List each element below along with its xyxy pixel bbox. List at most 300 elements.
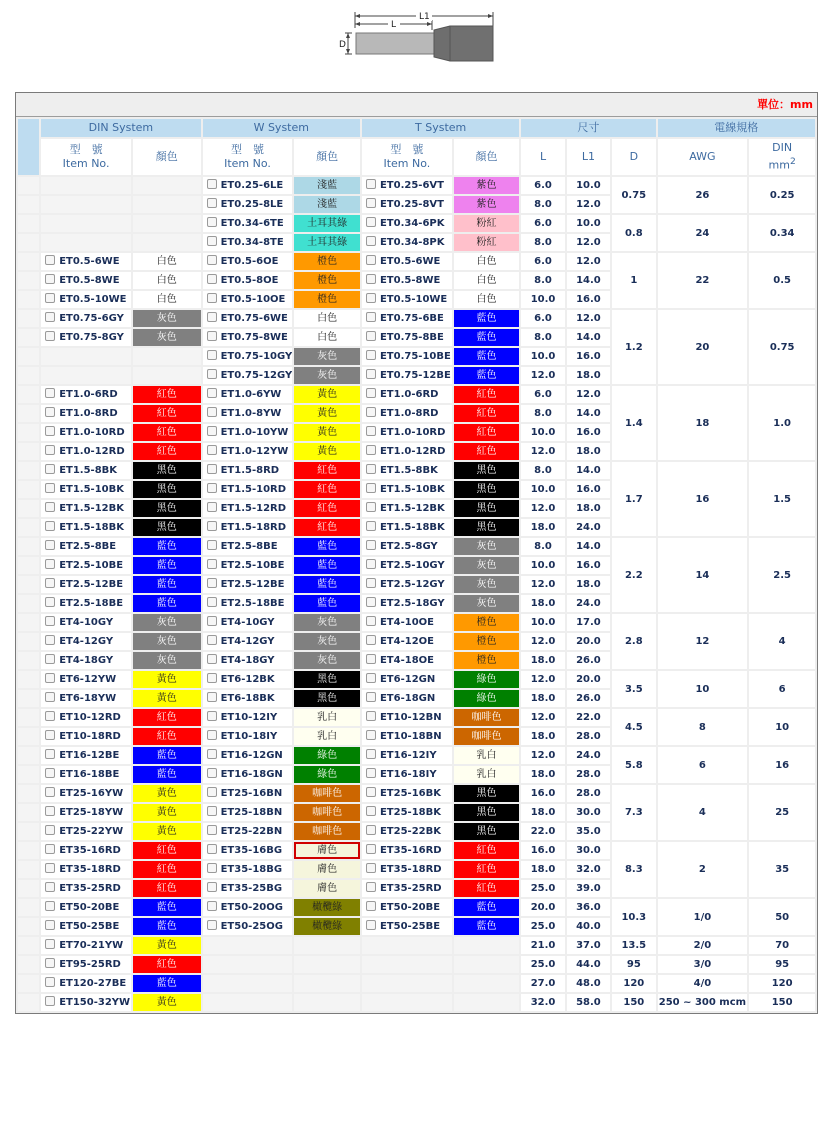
- din-item-no: ET10-12RD: [59, 712, 121, 723]
- awg-cell: 4: [658, 785, 748, 840]
- t-item-cell[interactable]: [362, 728, 452, 745]
- row-margin-cell: [18, 557, 39, 574]
- din-item-checkbox[interactable]: [45, 426, 55, 436]
- w-item-cell[interactable]: [203, 709, 293, 726]
- t-item-cell[interactable]: [362, 842, 452, 859]
- w-item-cell[interactable]: [203, 576, 293, 593]
- w-item-checkbox[interactable]: [207, 274, 217, 284]
- w-item-no: ET1.0-6YW: [220, 389, 282, 400]
- din-color-swatch: 紅色: [133, 405, 201, 422]
- din-item-cell[interactable]: [41, 899, 131, 916]
- w-item-checkbox[interactable]: [207, 882, 217, 892]
- din-item-checkbox[interactable]: [45, 483, 55, 493]
- w-item-checkbox[interactable]: [207, 445, 217, 455]
- t-item-no: ET25-16BK: [379, 788, 441, 799]
- w-item-cell[interactable]: [203, 519, 293, 536]
- w-item-no: ET1.0-12YW: [220, 446, 289, 457]
- t-item-cell[interactable]: [362, 443, 452, 460]
- w-item-cell[interactable]: [203, 538, 293, 555]
- w-item-cell[interactable]: [203, 253, 293, 270]
- din-item-checkbox[interactable]: [45, 388, 55, 398]
- t-item-checkbox[interactable]: [366, 597, 376, 607]
- t-item-checkbox[interactable]: [366, 749, 376, 759]
- din-item-no: ET0.5-10WE: [59, 294, 127, 305]
- w-item-cell[interactable]: [203, 215, 293, 232]
- w-item-cell[interactable]: [203, 291, 293, 308]
- t-item-cell[interactable]: [362, 234, 452, 251]
- t-item-checkbox[interactable]: [366, 730, 376, 740]
- t-item-cell[interactable]: [362, 595, 452, 612]
- w-item-no: ET0.34-8TE: [220, 237, 284, 248]
- w-item-cell[interactable]: [203, 690, 293, 707]
- din-item-checkbox[interactable]: [45, 255, 55, 265]
- w-item-cell[interactable]: [203, 329, 293, 346]
- din-item-cell[interactable]: [41, 633, 131, 650]
- t-item-checkbox[interactable]: [366, 483, 376, 493]
- t-item-checkbox[interactable]: [366, 312, 376, 322]
- length-l-cell: 10.0: [521, 481, 564, 498]
- din-item-cell[interactable]: [41, 557, 131, 574]
- din-item-checkbox[interactable]: [45, 749, 55, 759]
- w-item-checkbox[interactable]: [207, 578, 217, 588]
- din-item-checkbox[interactable]: [45, 521, 55, 531]
- row-margin-cell: [18, 956, 39, 973]
- w-item-cell[interactable]: [203, 481, 293, 498]
- w-item-cell[interactable]: [203, 386, 293, 403]
- w-item-cell[interactable]: [203, 918, 293, 935]
- w-item-no: ET1.5-10RD: [220, 484, 287, 495]
- din-item-checkbox[interactable]: [45, 312, 55, 322]
- t-item-cell[interactable]: [362, 386, 452, 403]
- din-item-cell[interactable]: [41, 405, 131, 422]
- t-item-checkbox[interactable]: [366, 711, 376, 721]
- t-item-cell[interactable]: [362, 557, 452, 574]
- t-item-cell[interactable]: [362, 500, 452, 517]
- t-item-cell[interactable]: [362, 519, 452, 536]
- din-item-no: ET0.75-6GY: [59, 313, 124, 324]
- t-item-checkbox[interactable]: [366, 673, 376, 683]
- w-item-cell[interactable]: [203, 196, 293, 213]
- length-l-cell: 10.0: [521, 557, 564, 574]
- w-item-checkbox[interactable]: [207, 464, 217, 474]
- din-item-checkbox[interactable]: [45, 502, 55, 512]
- din-item-cell[interactable]: [41, 766, 131, 783]
- w-item-cell[interactable]: [203, 443, 293, 460]
- t-item-cell[interactable]: [362, 348, 452, 365]
- w-item-cell[interactable]: [203, 177, 293, 194]
- t-item-checkbox[interactable]: [366, 407, 376, 417]
- t-item-cell[interactable]: [362, 462, 452, 479]
- din-item-checkbox[interactable]: [45, 787, 55, 797]
- din-item-cell[interactable]: [41, 861, 131, 878]
- w-item-checkbox[interactable]: [207, 825, 217, 835]
- t-item-checkbox[interactable]: [366, 863, 376, 873]
- din-item-checkbox[interactable]: [45, 958, 55, 968]
- w-item-cell[interactable]: [203, 405, 293, 422]
- t-item-cell[interactable]: [362, 918, 452, 935]
- w-item-checkbox[interactable]: [207, 521, 217, 531]
- din-item-checkbox[interactable]: [45, 407, 55, 417]
- w-item-cell[interactable]: [203, 348, 293, 365]
- din-item-checkbox[interactable]: [45, 977, 55, 987]
- t-item-checkbox[interactable]: [366, 426, 376, 436]
- w-item-checkbox[interactable]: [207, 540, 217, 550]
- t-color-swatch: 橙色: [454, 652, 520, 669]
- din-item-cell[interactable]: [41, 538, 131, 555]
- din-item-no: ET35-16RD: [59, 845, 121, 856]
- din-item-cell[interactable]: [41, 462, 131, 479]
- w-item-cell[interactable]: [203, 785, 293, 802]
- din-item-cell[interactable]: [41, 937, 131, 954]
- w-item-checkbox[interactable]: [207, 711, 217, 721]
- w-item-checkbox[interactable]: [207, 217, 217, 227]
- t-item-cell[interactable]: [362, 272, 452, 289]
- din-item-checkbox[interactable]: [45, 673, 55, 683]
- t-item-cell[interactable]: [362, 880, 452, 897]
- t-color-swatch: 紅色: [454, 405, 520, 422]
- t-item-checkbox[interactable]: [366, 502, 376, 512]
- diameter-d-cell: 1.2: [612, 310, 655, 384]
- w-item-checkbox[interactable]: [207, 179, 217, 189]
- t-item-checkbox[interactable]: [366, 198, 376, 208]
- w-system-header: W System: [203, 119, 360, 137]
- din-item-cell[interactable]: [41, 785, 131, 802]
- length-l1-cell: 14.0: [567, 272, 610, 289]
- t-item-cell[interactable]: [362, 177, 452, 194]
- w-item-cell[interactable]: [203, 234, 293, 251]
- t-item-cell[interactable]: [362, 785, 452, 802]
- w-item-checkbox[interactable]: [207, 787, 217, 797]
- w-item-cell[interactable]: [203, 424, 293, 441]
- w-item-checkbox[interactable]: [207, 692, 217, 702]
- t-item-checkbox[interactable]: [366, 236, 376, 246]
- w-item-checkbox[interactable]: [207, 616, 217, 626]
- t-item-cell[interactable]: [362, 709, 452, 726]
- t-color-swatch: 黑色: [454, 785, 520, 802]
- length-l-cell: 8.0: [521, 272, 564, 289]
- row-margin-cell: [18, 975, 39, 992]
- table-row: [18, 386, 815, 403]
- t-item-cell[interactable]: [362, 196, 452, 213]
- w-item-no: ET1.5-8RD: [220, 465, 280, 476]
- w-item-checkbox[interactable]: [207, 654, 217, 664]
- din-item-checkbox[interactable]: [45, 939, 55, 949]
- t-item-cell[interactable]: [362, 671, 452, 688]
- w-item-checkbox[interactable]: [207, 426, 217, 436]
- w-item-checkbox[interactable]: [207, 844, 217, 854]
- din-item-checkbox[interactable]: [45, 331, 55, 341]
- din-item-checkbox[interactable]: [45, 692, 55, 702]
- w-item-cell[interactable]: [203, 614, 293, 631]
- w-item-cell[interactable]: [203, 728, 293, 745]
- w-color-empty: [294, 994, 360, 1011]
- din-item-checkbox[interactable]: [45, 901, 55, 911]
- din-item-cell[interactable]: [41, 747, 131, 764]
- t-item-checkbox[interactable]: [366, 445, 376, 455]
- w-item-checkbox[interactable]: [207, 673, 217, 683]
- table-row: [18, 899, 815, 916]
- din-item-cell[interactable]: [41, 291, 131, 308]
- t-item-checkbox[interactable]: [366, 464, 376, 474]
- t-item-cell[interactable]: [362, 823, 452, 840]
- w-item-cell[interactable]: [203, 633, 293, 650]
- t-item-checkbox[interactable]: [366, 654, 376, 664]
- din-item-cell[interactable]: [41, 918, 131, 935]
- length-l-cell: 8.0: [521, 196, 564, 213]
- w-item-checkbox[interactable]: [207, 483, 217, 493]
- t-item-checkbox[interactable]: [366, 901, 376, 911]
- t-item-checkbox[interactable]: [366, 331, 376, 341]
- w-item-checkbox[interactable]: [207, 730, 217, 740]
- t-item-cell[interactable]: [362, 614, 452, 631]
- din-item-cell[interactable]: [41, 994, 131, 1011]
- w-item-checkbox[interactable]: [207, 768, 217, 778]
- w-item-checkbox[interactable]: [207, 920, 217, 930]
- din-item-cell[interactable]: [41, 310, 131, 327]
- t-item-checkbox[interactable]: [366, 635, 376, 645]
- din-item-cell[interactable]: [41, 823, 131, 840]
- t-item-checkbox[interactable]: [366, 787, 376, 797]
- t-item-cell[interactable]: [362, 481, 452, 498]
- w-item-checkbox[interactable]: [207, 502, 217, 512]
- awg-cell: 250 ~ 300 mcm: [658, 994, 748, 1011]
- din-color-swatch: 黑色: [133, 519, 201, 536]
- din-item-cell[interactable]: [41, 253, 131, 270]
- w-item-checkbox[interactable]: [207, 806, 217, 816]
- w-item-checkbox[interactable]: [207, 388, 217, 398]
- din-item-checkbox[interactable]: [45, 274, 55, 284]
- din-item-checkbox[interactable]: [45, 863, 55, 873]
- din-item-checkbox[interactable]: [45, 806, 55, 816]
- w-item-cell[interactable]: [203, 880, 293, 897]
- w-item-cell[interactable]: [203, 861, 293, 878]
- din-item-checkbox[interactable]: [45, 996, 55, 1006]
- t-item-checkbox[interactable]: [366, 692, 376, 702]
- din-item-cell[interactable]: [41, 690, 131, 707]
- row-margin-cell: [18, 310, 39, 327]
- t-item-checkbox[interactable]: [366, 578, 376, 588]
- din-item-checkbox[interactable]: [45, 882, 55, 892]
- t-item-checkbox[interactable]: [366, 369, 376, 379]
- din-item-checkbox[interactable]: [45, 635, 55, 645]
- din-item-no: ET25-22YW: [59, 826, 124, 837]
- w-item-cell[interactable]: [203, 557, 293, 574]
- din-color-swatch: 黃色: [133, 671, 201, 688]
- w-item-checkbox[interactable]: [207, 236, 217, 246]
- din-item-cell[interactable]: [41, 842, 131, 859]
- t-item-cell[interactable]: [362, 405, 452, 422]
- diameter-d-cell: 0.8: [612, 215, 655, 251]
- w-item-checkbox[interactable]: [207, 635, 217, 645]
- din-item-cell[interactable]: [41, 424, 131, 441]
- t-item-checkbox[interactable]: [366, 768, 376, 778]
- t-item-checkbox[interactable]: [366, 844, 376, 854]
- din-mm2-cell: 0.25: [749, 177, 815, 213]
- w-item-checkbox[interactable]: [207, 901, 217, 911]
- w-item-checkbox[interactable]: [207, 331, 217, 341]
- t-item-checkbox[interactable]: [366, 806, 376, 816]
- t-item-cell[interactable]: [362, 215, 452, 232]
- t-color-swatch: 紫色: [454, 196, 520, 213]
- din-item-checkbox[interactable]: [45, 920, 55, 930]
- w-item-checkbox[interactable]: [207, 407, 217, 417]
- w-item-cell[interactable]: [203, 272, 293, 289]
- din-item-cell[interactable]: [41, 652, 131, 669]
- t-color-swatch: 白色: [454, 253, 520, 270]
- w-item-no: ET10-18IY: [220, 731, 278, 742]
- din-color-swatch: 白色: [133, 272, 201, 289]
- din-item-checkbox[interactable]: [45, 540, 55, 550]
- din-item-checkbox[interactable]: [45, 730, 55, 740]
- din-item-checkbox[interactable]: [45, 616, 55, 626]
- w-item-cell[interactable]: [203, 671, 293, 688]
- t-item-checkbox[interactable]: [366, 293, 376, 303]
- din-item-checkbox[interactable]: [45, 464, 55, 474]
- t-item-no: ET35-18RD: [379, 864, 442, 875]
- t-item-checkbox[interactable]: [366, 920, 376, 930]
- din-item-checkbox[interactable]: [45, 293, 55, 303]
- t-item-cell[interactable]: [362, 766, 452, 783]
- din-color-swatch: 灰色: [133, 633, 201, 650]
- din-item-cell[interactable]: [41, 329, 131, 346]
- awg-cell: 18: [658, 386, 748, 460]
- w-item-checkbox[interactable]: [207, 863, 217, 873]
- t-item-cell[interactable]: [362, 538, 452, 555]
- din-item-checkbox[interactable]: [45, 654, 55, 664]
- w-item-cell[interactable]: [203, 766, 293, 783]
- t-item-cell[interactable]: [362, 899, 452, 916]
- w-item-checkbox[interactable]: [207, 255, 217, 265]
- t-item-cell[interactable]: [362, 424, 452, 441]
- w-item-cell[interactable]: [203, 652, 293, 669]
- din-item-checkbox[interactable]: [45, 445, 55, 455]
- t-item-checkbox[interactable]: [366, 559, 376, 569]
- w-item-checkbox[interactable]: [207, 350, 217, 360]
- din-item-checkbox[interactable]: [45, 597, 55, 607]
- length-l1-cell: 20.0: [567, 633, 610, 650]
- w-item-checkbox[interactable]: [207, 312, 217, 322]
- t-item-cell[interactable]: [362, 652, 452, 669]
- din-item-cell[interactable]: [41, 614, 131, 631]
- length-l1-cell: 16.0: [567, 291, 610, 308]
- t-item-checkbox[interactable]: [366, 217, 376, 227]
- din-color-swatch: 藍色: [133, 557, 201, 574]
- din-item-cell[interactable]: [41, 595, 131, 612]
- row-margin-cell: [18, 994, 39, 1011]
- t-item-checkbox[interactable]: [366, 255, 376, 265]
- w-item-checkbox[interactable]: [207, 597, 217, 607]
- t-item-cell[interactable]: [362, 633, 452, 650]
- w-item-cell[interactable]: [203, 595, 293, 612]
- t-item-cell[interactable]: [362, 576, 452, 593]
- din-item-cell[interactable]: [41, 728, 131, 745]
- t-item-cell[interactable]: [362, 747, 452, 764]
- t-item-checkbox[interactable]: [366, 350, 376, 360]
- w-item-checkbox[interactable]: [207, 369, 217, 379]
- length-l-cell: 8.0: [521, 234, 564, 251]
- w-item-cell[interactable]: [203, 823, 293, 840]
- w-item-no: ET0.25-6LE: [220, 180, 284, 191]
- t-item-checkbox[interactable]: [366, 274, 376, 284]
- row-margin-cell: [18, 348, 39, 365]
- t-item-cell[interactable]: [362, 329, 452, 346]
- t-item-checkbox[interactable]: [366, 825, 376, 835]
- din-item-checkbox[interactable]: [45, 559, 55, 569]
- din-mm2-cell: 35: [749, 842, 815, 897]
- t-item-cell[interactable]: [362, 367, 452, 384]
- t-item-no: ET10-12BN: [379, 712, 442, 723]
- din-item-cell[interactable]: [41, 880, 131, 897]
- t-item-checkbox[interactable]: [366, 882, 376, 892]
- t-item-no: ET2.5-10GY: [379, 560, 445, 571]
- w-item-checkbox[interactable]: [207, 559, 217, 569]
- w-item-no: ET25-18BN: [220, 807, 283, 818]
- din-item-cell[interactable]: [41, 386, 131, 403]
- t-item-cell[interactable]: [362, 861, 452, 878]
- din-item-cell[interactable]: [41, 956, 131, 973]
- w-item-cell[interactable]: [203, 367, 293, 384]
- w-item-cell[interactable]: [203, 462, 293, 479]
- t-item-checkbox[interactable]: [366, 179, 376, 189]
- din-item-checkbox[interactable]: [45, 825, 55, 835]
- w-item-cell[interactable]: [203, 310, 293, 327]
- din-item-cell[interactable]: [41, 671, 131, 688]
- t-item-cell[interactable]: [362, 690, 452, 707]
- t-item-checkbox[interactable]: [366, 616, 376, 626]
- t-item-cell[interactable]: [362, 804, 452, 821]
- din-item-cell[interactable]: [41, 500, 131, 517]
- row-margin-cell: [18, 633, 39, 650]
- din-item-checkbox[interactable]: [45, 578, 55, 588]
- din-item-cell[interactable]: [41, 481, 131, 498]
- din-item-cell[interactable]: [41, 576, 131, 593]
- din-color-swatch: 黃色: [133, 823, 201, 840]
- din-item-checkbox[interactable]: [45, 844, 55, 854]
- w-item-cell[interactable]: [203, 500, 293, 517]
- length-l1-cell: 12.0: [567, 310, 610, 327]
- t-color-swatch: 黑色: [454, 462, 520, 479]
- t-item-cell[interactable]: [362, 310, 452, 327]
- t-item-checkbox[interactable]: [366, 521, 376, 531]
- l1-header: L1: [567, 139, 610, 175]
- t-item-checkbox[interactable]: [366, 388, 376, 398]
- t-item-checkbox[interactable]: [366, 540, 376, 550]
- din-item-checkbox[interactable]: [45, 768, 55, 778]
- corner-header: [18, 119, 39, 175]
- w-item-cell[interactable]: [203, 747, 293, 764]
- w-item-cell[interactable]: [203, 804, 293, 821]
- din-item-cell[interactable]: [41, 272, 131, 289]
- din-color-empty: [133, 367, 201, 384]
- w-item-cell[interactable]: [203, 842, 293, 859]
- din-item-cell[interactable]: [41, 709, 131, 726]
- w-item-checkbox[interactable]: [207, 749, 217, 759]
- din-item-checkbox[interactable]: [45, 711, 55, 721]
- din-item-cell[interactable]: [41, 804, 131, 821]
- din-mm2-cell: 70: [749, 937, 815, 954]
- length-l-cell: 16.0: [521, 842, 564, 859]
- din-item-cell[interactable]: [41, 519, 131, 536]
- length-l-cell: 22.0: [521, 823, 564, 840]
- w-item-checkbox[interactable]: [207, 293, 217, 303]
- length-l-cell: 18.0: [521, 690, 564, 707]
- din-item-cell[interactable]: [41, 975, 131, 992]
- din-item-cell[interactable]: [41, 443, 131, 460]
- w-item-cell[interactable]: [203, 899, 293, 916]
- w-item-checkbox[interactable]: [207, 198, 217, 208]
- t-item-cell[interactable]: [362, 253, 452, 270]
- t-item-cell[interactable]: [362, 291, 452, 308]
